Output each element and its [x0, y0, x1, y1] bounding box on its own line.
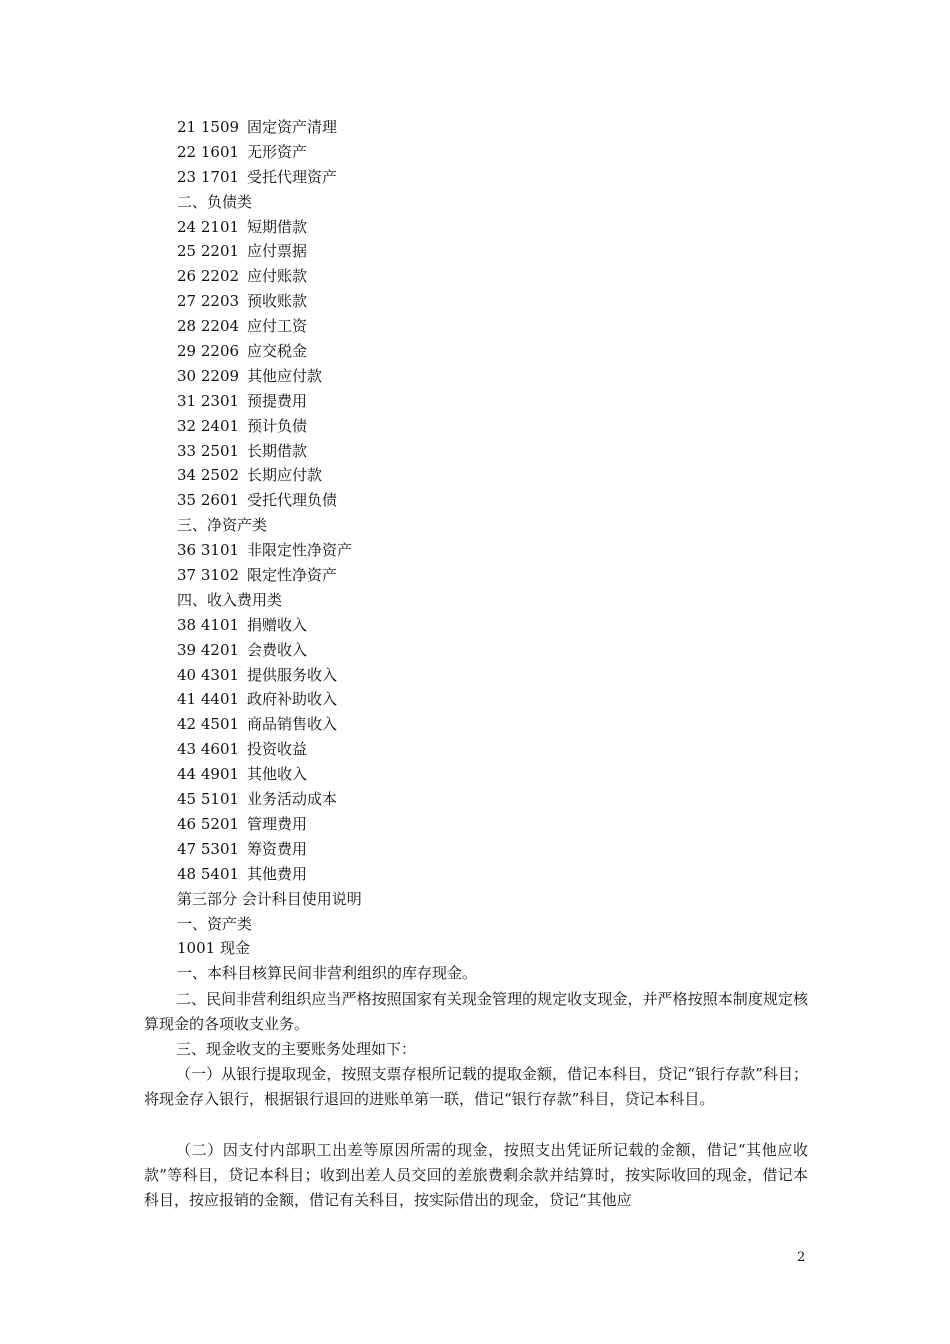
list-line — [177, 563, 817, 588]
list-line — [177, 140, 817, 165]
account-name: 固定资产清理 — [247, 118, 338, 136]
account-code: 46 5201 — [177, 814, 240, 833]
account-code: 22 1601 — [177, 142, 240, 161]
account-code: 24 2101 — [177, 217, 240, 236]
account-code: 25 2201 — [177, 242, 240, 261]
list-line — [177, 289, 817, 314]
account-code: 34 2502 — [177, 466, 240, 485]
list-line — [177, 115, 817, 140]
part-heading — [177, 887, 817, 912]
account-code: 37 3102 — [177, 566, 240, 585]
account-name: 非限定性净资产 — [247, 541, 353, 560]
account-code: 28 2204 — [177, 317, 240, 336]
heading-text: 第三部分 会计科目使用说明 — [177, 889, 362, 908]
list-line — [177, 463, 817, 488]
heading-text: 1001 现金 — [177, 939, 250, 958]
list-line — [177, 638, 817, 663]
paragraph-text: 一、本科目核算民间非营利组织的库存现金。 — [177, 964, 478, 983]
account-name: 预计负债 — [247, 416, 308, 435]
account-list — [177, 115, 817, 986]
account-name: 会费收入 — [247, 640, 308, 659]
list-line — [177, 364, 817, 389]
list-line — [177, 663, 817, 688]
list-line — [177, 488, 817, 513]
account-code: 33 2501 — [177, 441, 240, 460]
list-line — [177, 239, 817, 264]
account-name: 应付工资 — [247, 317, 308, 336]
list-line — [177, 762, 817, 787]
account-name: 商品销售收入 — [247, 715, 338, 734]
account-code: 29 2206 — [177, 342, 240, 361]
account-name: 应交税金 — [247, 342, 308, 361]
account-code: 32 2401 — [177, 416, 240, 435]
list-line — [177, 538, 817, 563]
section-heading — [177, 513, 817, 538]
account-name: 预提费用 — [247, 391, 308, 410]
account-code: 38 4101 — [177, 615, 240, 634]
list-line — [177, 837, 817, 862]
account-name: 其他应付款 — [247, 366, 323, 385]
list-line — [177, 389, 817, 414]
account-code: 26 2202 — [177, 267, 240, 286]
account-code: 41 4401 — [177, 690, 240, 709]
account-name: 其他收入 — [247, 765, 308, 784]
account-code: 47 5301 — [177, 839, 240, 858]
account-heading — [177, 936, 817, 961]
list-line — [177, 314, 817, 339]
account-name: 限定性净资产 — [247, 566, 338, 585]
list-line — [177, 687, 817, 712]
account-name: 政府补助收入 — [247, 690, 338, 709]
list-line — [177, 264, 817, 289]
account-code: 42 4501 — [177, 715, 240, 734]
account-code: 30 2209 — [177, 366, 240, 385]
list-line — [177, 862, 817, 887]
account-name: 业务活动成本 — [247, 790, 338, 809]
list-line — [177, 787, 817, 812]
heading-text: 四、收入费用类 — [177, 590, 283, 609]
page-number: 2 — [797, 1250, 806, 1265]
account-name: 长期借款 — [247, 441, 308, 460]
account-name: 预收账款 — [247, 292, 308, 311]
account-name: 筹资费用 — [247, 839, 308, 858]
paragraph: 三、现金收支的主要账务处理如下： — [176, 1040, 417, 1058]
account-name: 应付票据 — [247, 242, 308, 261]
account-code: 31 2301 — [177, 391, 240, 410]
account-name: 受托代理负债 — [247, 491, 338, 510]
section-heading — [177, 588, 817, 613]
account-name: 无形资产 — [247, 142, 308, 161]
list-line — [177, 712, 817, 737]
account-code: 45 5101 — [177, 790, 240, 809]
account-code: 35 2601 — [177, 491, 240, 510]
heading-text: 二、负债类 — [177, 192, 253, 211]
paragraph: 二、民间非营利组织应当严格按照国家有关现金管理的规定收支现金，并严格按照本制度规定核算现金的各项收支业务。 — [144, 990, 808, 1033]
list-line — [177, 215, 817, 240]
heading-text: 三、净资产类 — [177, 516, 268, 535]
account-code: 27 2203 — [177, 292, 240, 311]
account-name: 长期应付款 — [247, 466, 323, 485]
paragraph: （一）从银行提取现金，按照支票存根所记载的提取金额，借记本科目，贷记“银行存款”科目；将现金存入银行，根据银行退回的进账单第一联，借记“银行存款”科目，贷记本科目。 — [144, 1065, 808, 1108]
list-line — [177, 613, 817, 638]
account-code: 44 4901 — [177, 765, 240, 784]
account-code: 36 3101 — [177, 541, 240, 560]
account-name: 应付账款 — [247, 267, 308, 286]
account-name: 捐赠收入 — [247, 615, 308, 634]
list-line — [177, 414, 817, 439]
section-heading — [177, 912, 817, 937]
account-name: 投资收益 — [247, 740, 308, 759]
heading-text: 一、资产类 — [177, 914, 253, 933]
paragraph: （二）因支付内部职工出差等原因所需的现金，按照支出凭证所记载的金额，借记“其他应收款”等科目，贷记本科目；收到出差人员交回的差旅费剩余款并结算时，按实际收回的现金，借记本科目，按应报销的金额，借记有关科目，按实际借出的现金，贷记“其他应 — [144, 1141, 808, 1209]
account-code: 43 4601 — [177, 740, 240, 759]
account-code: 23 1701 — [177, 167, 240, 186]
account-name: 短期借款 — [247, 217, 308, 236]
list-line — [177, 737, 817, 762]
section-heading — [177, 190, 817, 215]
account-name: 受托代理资产 — [247, 167, 338, 186]
list-line — [177, 439, 817, 464]
account-name: 提供服务收入 — [247, 665, 338, 684]
account-code: 40 4301 — [177, 665, 240, 684]
account-code: 39 4201 — [177, 640, 240, 659]
list-line — [177, 812, 817, 837]
list-line — [177, 339, 817, 364]
account-name: 管理费用 — [247, 814, 308, 833]
account-code: 21 1509 — [177, 118, 240, 136]
paragraph-line — [177, 961, 817, 986]
account-name: 其他费用 — [247, 864, 308, 883]
list-line — [177, 165, 817, 190]
account-code: 48 5401 — [177, 864, 240, 883]
